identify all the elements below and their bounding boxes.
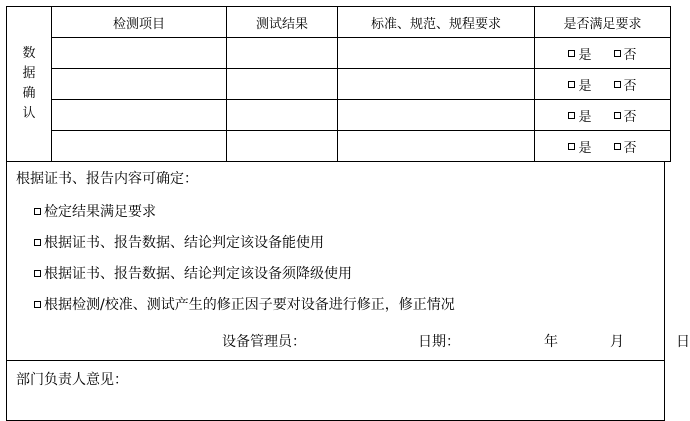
option-no-1[interactable] <box>614 44 637 63</box>
checkbox-icon[interactable] <box>568 50 575 57</box>
checkbox-icon[interactable] <box>34 270 41 277</box>
conclusion-option-2[interactable] <box>16 233 655 253</box>
manager-signature-label: 设备管理员： <box>222 334 306 350</box>
option-no-3[interactable] <box>614 106 637 125</box>
day-label: 日 <box>676 334 690 350</box>
meet-options-4 <box>535 137 670 156</box>
meet-options-3 <box>535 106 670 125</box>
table-row <box>7 131 671 162</box>
cell-item-1[interactable] <box>52 38 227 69</box>
option-yes-3[interactable] <box>568 106 591 125</box>
checkbox-icon[interactable] <box>614 112 621 119</box>
option-no-label-4: 否 <box>623 140 637 156</box>
option-yes-1[interactable] <box>568 44 591 63</box>
table-row <box>7 100 671 131</box>
side-label-char-1: 数 <box>22 46 36 61</box>
checkbox-icon[interactable] <box>34 208 41 215</box>
option-yes-label-4: 是 <box>578 140 592 156</box>
table-header-row <box>7 7 671 38</box>
cell-meet-4 <box>535 131 671 162</box>
option-yes-2[interactable] <box>568 75 591 94</box>
checkbox-icon[interactable] <box>34 239 41 246</box>
conclusion-option-label-2: 根据证书、报告数据、结论判定该设备能使用 <box>44 235 324 251</box>
option-yes-label-3: 是 <box>578 109 592 125</box>
checkbox-icon[interactable] <box>568 81 575 88</box>
option-no-label-1: 否 <box>623 47 637 63</box>
option-no-2[interactable] <box>614 75 637 94</box>
cell-standard-1[interactable] <box>338 38 535 69</box>
conclusion-intro: 根据证书、报告内容可确定： <box>16 171 198 187</box>
column-header-result: 测试结果 <box>227 7 338 38</box>
side-label-data-confirm <box>7 7 52 162</box>
side-label-char-4: 认 <box>22 106 36 121</box>
conclusion-option-3[interactable] <box>16 264 655 284</box>
conclusion-option-1[interactable] <box>16 202 655 222</box>
meet-options-2 <box>535 75 670 94</box>
checkbox-icon[interactable] <box>614 81 621 88</box>
inspection-table <box>6 6 671 162</box>
side-label-char-3: 确 <box>22 86 36 101</box>
cell-result-2[interactable] <box>227 69 338 100</box>
side-label-char-2: 据 <box>22 66 36 81</box>
conclusion-option-label-3: 根据证书、报告数据、结论判定该设备须降级使用 <box>44 266 352 282</box>
cell-meet-3 <box>535 100 671 131</box>
option-yes-4[interactable] <box>568 137 591 156</box>
cell-item-2[interactable] <box>52 69 227 100</box>
cell-item-4[interactable] <box>52 131 227 162</box>
cell-item-3[interactable] <box>52 100 227 131</box>
meet-options-1 <box>535 44 670 63</box>
column-header-meet: 是否满足要求 <box>535 7 671 38</box>
form-page <box>0 6 690 416</box>
cell-result-4[interactable] <box>227 131 338 162</box>
department-opinion-section[interactable] <box>6 361 665 421</box>
conclusion-section <box>6 162 690 361</box>
year-label: 年 <box>544 334 558 350</box>
cell-standard-4[interactable] <box>338 131 535 162</box>
conclusion-option-label-1: 检定结果满足要求 <box>44 204 156 220</box>
cell-standard-2[interactable] <box>338 69 535 100</box>
department-opinion-label: 部门负责人意见： <box>16 372 128 388</box>
checkbox-icon[interactable] <box>568 112 575 119</box>
checkbox-icon[interactable] <box>614 143 621 150</box>
cell-standard-3[interactable] <box>338 100 535 131</box>
column-header-item: 检测项目 <box>52 7 227 38</box>
checkbox-icon[interactable] <box>568 143 575 150</box>
conclusion-option-4[interactable] <box>16 295 655 315</box>
option-no-label-2: 否 <box>623 78 637 94</box>
date-label: 日期： <box>418 334 460 350</box>
checkbox-icon[interactable] <box>614 50 621 57</box>
cell-meet-1 <box>535 38 671 69</box>
table-row <box>7 38 671 69</box>
option-yes-label-1: 是 <box>578 47 592 63</box>
table-row <box>7 69 671 100</box>
option-yes-label-2: 是 <box>578 78 592 94</box>
conclusion-option-label-4: 根据检测/校准、测试产生的修正因子要对设备进行修正，修正情况 <box>44 297 455 313</box>
cell-result-3[interactable] <box>227 100 338 131</box>
column-header-standard: 标准、规范、规程要求 <box>338 7 535 38</box>
option-no-label-3: 否 <box>623 109 637 125</box>
option-no-4[interactable] <box>614 137 637 156</box>
month-label: 月 <box>610 334 624 350</box>
signature-row <box>16 326 690 356</box>
cell-result-1[interactable] <box>227 38 338 69</box>
checkbox-icon[interactable] <box>34 301 41 308</box>
cell-meet-2 <box>535 69 671 100</box>
